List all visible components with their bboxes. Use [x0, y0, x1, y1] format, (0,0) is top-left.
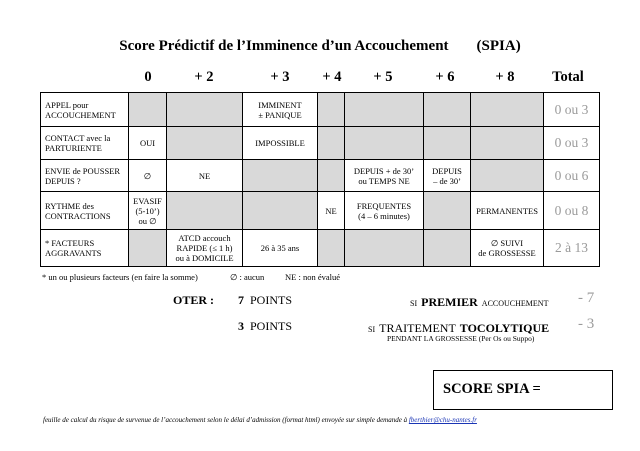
header-2: + 2 [194, 69, 214, 85]
cell-6 [424, 127, 471, 160]
cell-2 [167, 93, 243, 127]
cell-3 [243, 192, 318, 230]
cell-5: FREQUENTES (4 – 6 minutes) [345, 192, 424, 230]
cell-4 [318, 230, 345, 267]
cell-5 [345, 127, 424, 160]
oter-7-points: 7 POINTS [238, 293, 293, 307]
header-4: + 4 [322, 69, 342, 85]
cell-6: DEPUIS – de 30’ [424, 160, 471, 192]
table-row [41, 93, 600, 127]
cell-3: IMMINENT ± PANIQUE [243, 93, 318, 127]
oter-7-condition: SI PREMIER ACCOUCHEMENT [410, 295, 549, 309]
cell-3: 26 à 35 ans [243, 230, 318, 267]
cell-6 [424, 93, 471, 127]
title-main: Score Prédictif de l’Imminence d’un Accouchement [119, 38, 449, 54]
row-label: CONTACT avec la PARTURIENTE [41, 127, 129, 160]
cell-0 [129, 93, 167, 127]
note-aucun: ∅ : aucun [230, 272, 265, 282]
cell-4 [318, 160, 345, 192]
cell-5 [345, 230, 424, 267]
row-label: ENVIE de POUSSER DEPUIS ? [41, 160, 129, 192]
row-label: APPEL pour ACCOUCHEMENT [41, 93, 129, 127]
footer-text: feuille de calcul du risque de survenue de l’accouchement selon le délai d’admission (format html) envoyée sur simple demande à [43, 416, 408, 424]
row-total: 0 ou 6 [544, 160, 600, 192]
cell-4 [318, 93, 345, 127]
cell-2 [167, 127, 243, 160]
oter-3-value: - 3 [578, 316, 595, 332]
oter-7-value: - 7 [578, 290, 595, 306]
score-box [433, 370, 613, 410]
score-table [40, 92, 600, 267]
title-acronym: (SPIA) [476, 38, 521, 54]
cell-0: ∅ [129, 160, 167, 192]
note-facteurs: * un ou plusieurs facteurs (en faire la somme) [42, 272, 198, 282]
row-total: 0 ou 3 [544, 127, 600, 160]
footer-note [43, 416, 477, 424]
score-label: SCORE SPIA = [443, 381, 541, 397]
cell-8: ∅ SUIVI de GROSSESSE [471, 230, 544, 267]
oter-3-points: 3 POINTS [238, 319, 293, 333]
footer-email-link[interactable]: fberthier@chu-nantes.fr [408, 416, 477, 424]
oter-3-sub: PENDANT LA GROSSESSE (Per Os ou Suppo) [387, 334, 535, 343]
cell-8 [471, 160, 544, 192]
cell-2 [167, 192, 243, 230]
row-total: 2 à 13 [544, 230, 600, 267]
note-non-evalue: NE : non évalué [285, 272, 340, 282]
table-row [41, 192, 600, 230]
header-0: 0 [144, 69, 152, 85]
cell-6 [424, 192, 471, 230]
header-5: + 5 [373, 69, 393, 85]
cell-3: IMPOSSIBLE [243, 127, 318, 160]
header-3: + 3 [270, 69, 290, 85]
cell-2: NE [167, 160, 243, 192]
cell-4 [318, 127, 345, 160]
cell-5: DEPUIS + de 30’ ou TEMPS NE [345, 160, 424, 192]
oter-label: OTER : [173, 293, 215, 307]
row-label: * FACTEURS AGGRAVANTS [41, 230, 129, 267]
header-total: Total [552, 69, 584, 85]
header-6: + 6 [435, 69, 455, 85]
cell-2: ATCD accouch RAPIDE (≤ 1 h) ou à DOMICILE [167, 230, 243, 267]
cell-8: PERMANENTES [471, 192, 544, 230]
cell-8 [471, 93, 544, 127]
cell-6 [424, 230, 471, 267]
page-title [0, 38, 640, 55]
cell-0: EVASIF (5-10’) ou ∅ [129, 192, 167, 230]
cell-4: NE [318, 192, 345, 230]
table-row [41, 160, 600, 192]
table-row [41, 230, 600, 267]
cell-8 [471, 127, 544, 160]
oter-3-condition: SI TRAITEMENT TOCOLYTIQUE [368, 321, 550, 335]
row-total: 0 ou 8 [544, 192, 600, 230]
cell-0: OUI [129, 127, 167, 160]
row-total: 0 ou 3 [544, 93, 600, 127]
row-label: RYTHME des CONTRACTIONS [41, 192, 129, 230]
cell-3 [243, 160, 318, 192]
cell-5 [345, 93, 424, 127]
cell-0 [129, 230, 167, 267]
header-8: + 8 [495, 69, 515, 85]
table-row [41, 127, 600, 160]
